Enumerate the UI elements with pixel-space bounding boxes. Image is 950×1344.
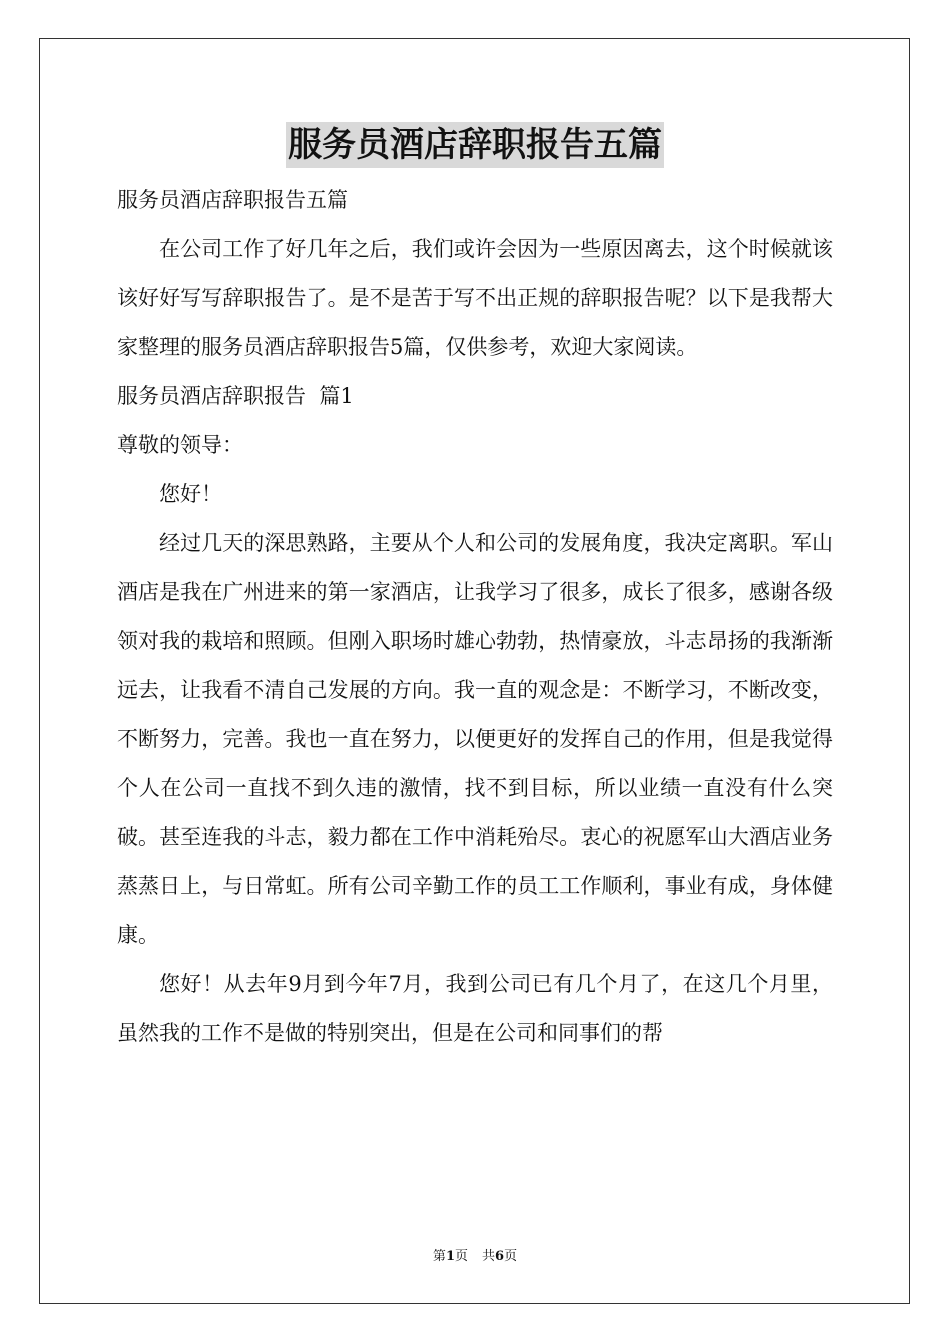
salutation: 尊敬的领导：: [117, 433, 243, 457]
title-container: [0, 122, 950, 168]
total-prefix: 共: [482, 1249, 496, 1264]
page-prefix: 第: [432, 1249, 446, 1264]
total-suffix: 页: [504, 1249, 518, 1264]
total-pages: 6: [495, 1249, 505, 1264]
document-title: 服务员酒店辞职报告五篇: [286, 122, 664, 168]
page-suffix: 页: [454, 1249, 468, 1264]
greeting: 您好！: [159, 482, 222, 506]
page-footer: [0, 1248, 950, 1266]
document-body: [117, 176, 833, 1058]
paragraph: 服务员酒店辞职报告五篇: [117, 188, 348, 212]
page-number: 1: [445, 1249, 455, 1264]
paragraph: 经过几天的深思熟路，主要从个人和公司的发展角度，我决定离职。军山酒店是我在广州进来的第一家酒店，让我学习了很多，成长了很多，感谢各级领对我的栽培和照顾。但刚入职场时雄心勃勃，热情豪放，斗志昂扬的我渐渐远去，让我看不清自己发展的方向。我一直的观念是：不断学习，不断改变，不断努力，完善。我也一直在努力，以便更好的发挥自己的作用，但是我觉得个人在公司一直找不到久违的激情，找不到目标，所以业绩一直没有什么突破。甚至连我的斗志，毅力都在工作中消耗殆尽。衷心的祝愿军山大酒店业务蒸蒸日上，与日常虹。所有公司辛勤工作的员工工作顺利，事业有成，身体健康。: [117, 531, 833, 947]
paragraph: 在公司工作了好几年之后，我们或许会因为一些原因离去，这个时候就该该好好写写辞职报告了。是不是苦于写不出正规的辞职报告呢？以下是我帮大家整理的服务员酒店辞职报告5篇，仅供参考，欢迎大家阅读。: [117, 237, 833, 359]
paragraph: 您好！从去年9月到今年7月，我到公司已有几个月了，在这几个月里，虽然我的工作不是做的特别突出，但是在公司和同事们的帮: [117, 972, 833, 1045]
section-heading: 服务员酒店辞职报告 篇1: [117, 384, 354, 408]
